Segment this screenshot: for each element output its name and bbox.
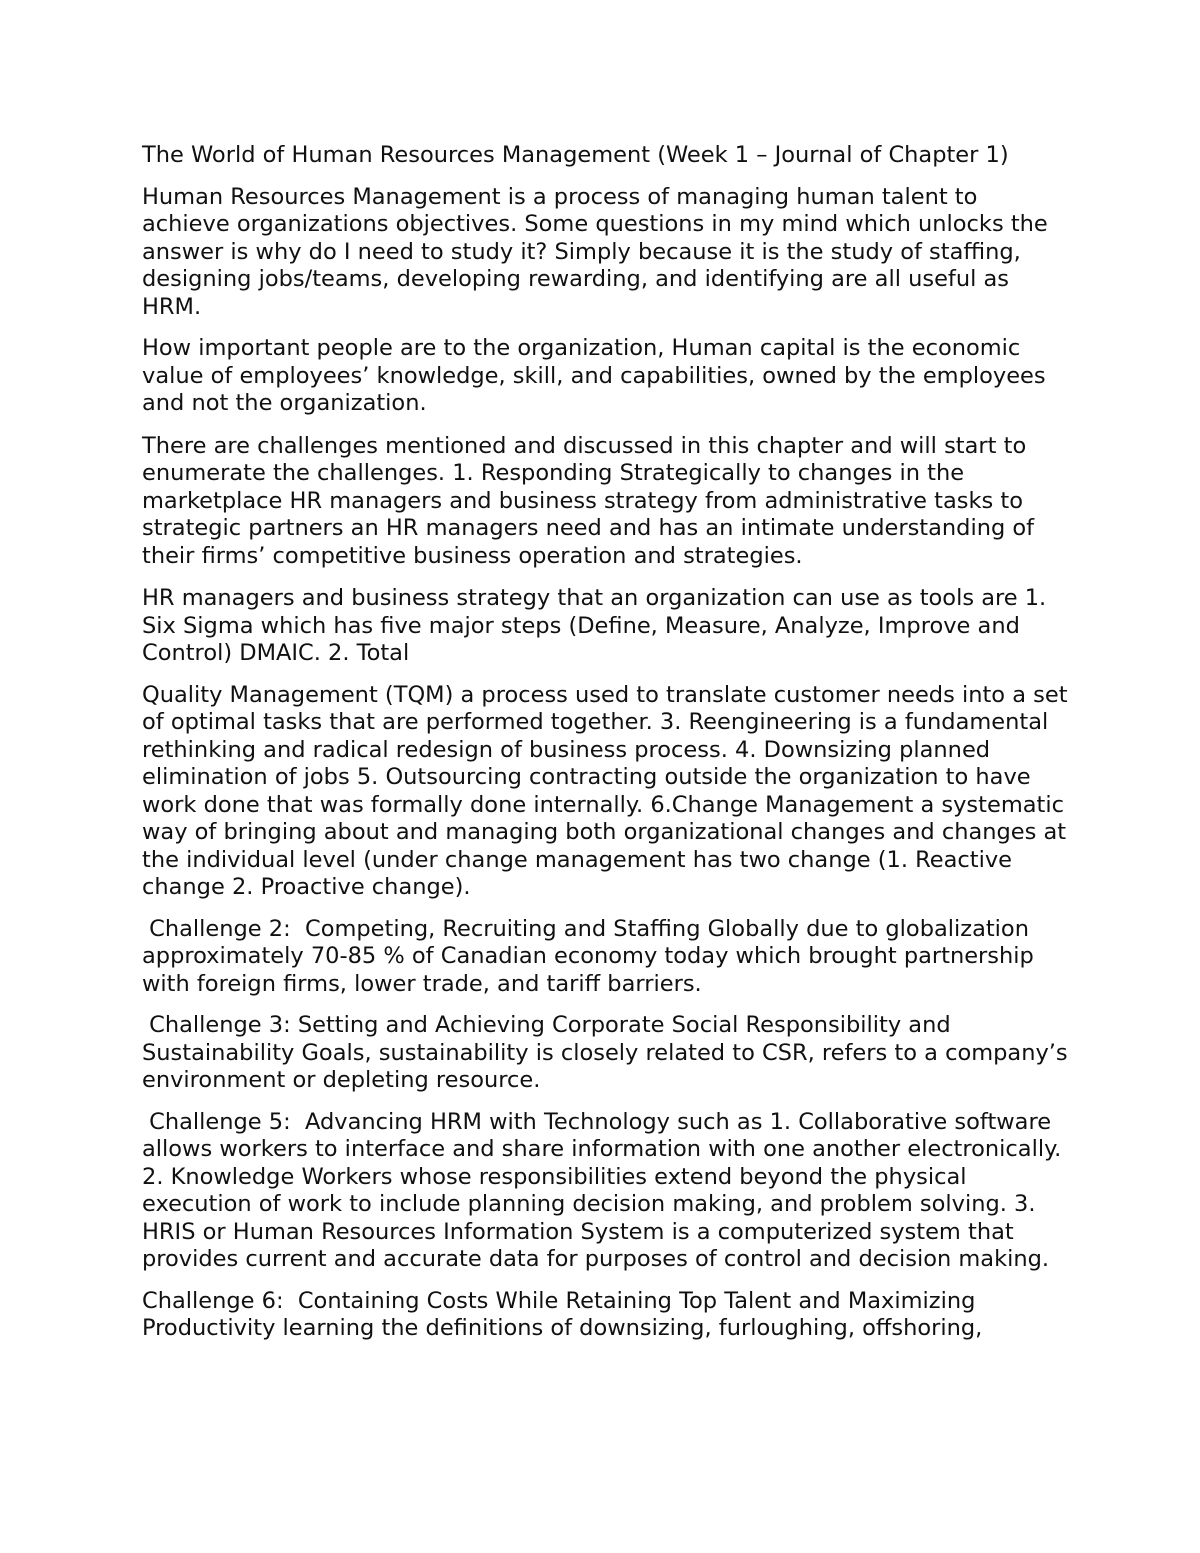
paragraph-challenge-3: Challenge 3: Setting and Achieving Corporate Social Responsibility and Sustainability Goals, sustainability is closely related to CSR, refers to a company’s environment or depleting resource. [142,1012,1075,1093]
paragraph-human-capital: How important people are to the organization, Human capital is the economic value of employees’ knowledge, skill, and capabilities, owned by the employees and not the organization. [142,335,1046,416]
document-page [142,142,1075,1358]
paragraph-tqm: Quality Management (TQM) a process used to translate customer needs into a set of optimal tasks that are performed together. 3. Reengineering is a fundamental rethinking and radical redesign of business process. 4. Downsizing planned elimination of jobs 5. Outsourcing contracting outside the organization to have work done that was formally done internally. 6.Change Management a systematic way of bringing about and managing both organizational changes and changes at the individual level (under change management has two change (1. Reactive change 2. Proactive change). [142,681,1068,900]
paragraph-challenge-5: Challenge 5: Advancing HRM with Technology such as 1. Collaborative software allows workers to interface and share information with one another electronically. 2. Knowledge Workers whose responsibilities extend beyond the physical execution of work to include planning decision making, and problem solving. 3. HRIS or Human Resources Information System is a computerized system that provides current and accurate data for purposes of control and decision making. [142,1108,1069,1272]
paragraph-hrm-definition: Human Resources Management is a process of managing human talent to achieve organizations objectives. Some questions in my mind which unlocks the answer is why do I need to study it? Simply because it is the study of staffing, designing jobs/teams, developing rewarding, and identifying are all useful as HRM. [142,183,1048,320]
paragraph-challenge-6: Challenge 6: Containing Costs While Retaining Top Talent and Maximizing Productivity learning the definitions of downsizing, furloughing, offshoring, [142,1287,983,1341]
paragraph-challenge-2: Challenge 2: Competing, Recruiting and Staffing Globally due to globalization approximately 70-85 % of Canadian economy today which brought partnership with foreign firms, lower trade, and tariff barriers. [142,915,1041,997]
document-title: The World of Human Resources Management (Week 1 – Journal of Chapter 1) [142,142,1009,168]
paragraph-strategy-tools: HR managers and business strategy that an organization can use as tools are 1. Six Sigma which has five major steps (Define, Measure, Analyze, Improve and Control) DMAIC. 2. Total [142,585,1047,666]
paragraph-challenge-1: There are challenges mentioned and discussed in this chapter and will start to enumerate the challenges. 1. Responding Strategically to changes in the marketplace HR managers and business strategy from administrative tasks to strategic partners an HR managers need and has an intimate understanding of their firms’ competitive business operation and strategies. [142,432,1035,569]
